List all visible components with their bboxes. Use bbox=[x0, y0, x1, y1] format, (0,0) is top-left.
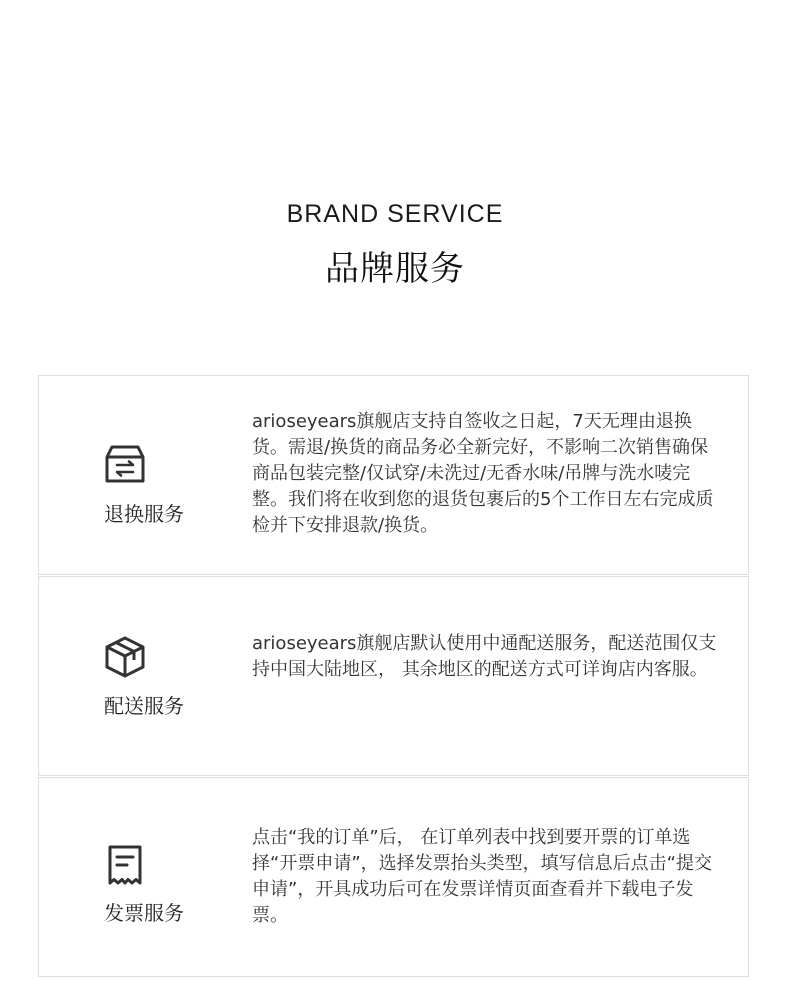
service-desc-return: arioseyears旗舰店支持自签收之日起，7天无理由退换货。需退/换货的商品务必全新完好，不影响二次销售确保商品包装完整/仅试穿/未洗过/无香水味/吊牌与洗水唛完整。我们将在收到您的退货包裹后的5个工作日左右完成质检并下安排退款/换货。 bbox=[252, 411, 714, 536]
package-cube-icon bbox=[89, 635, 161, 679]
service-card-return bbox=[38, 375, 749, 575]
service-card-delivery bbox=[38, 576, 749, 776]
section-title-cn: 品牌服务 bbox=[325, 249, 465, 289]
section-title-en: BRAND SERVICE bbox=[286, 200, 504, 228]
service-desc-delivery: arioseyears旗舰店默认使用中通配送服务，配送范围仅支持中国大陆地区， 其余地区的配送方式可详询店内客服。 bbox=[252, 633, 717, 680]
receipt-icon bbox=[89, 844, 161, 888]
service-label-return: 退换服务 bbox=[104, 502, 184, 526]
service-card-invoice bbox=[38, 777, 749, 977]
service-label-invoice: 发票服务 bbox=[104, 901, 184, 925]
service-desc-invoice: 点击“我的订单”后， 在订单列表中找到要开票的订单选择“开票申请”，选择发票抬头类型，填写信息后点击“提交申请”，开具成功后可在发票详情页面查看并下载电子发票。 bbox=[252, 827, 712, 926]
service-label-delivery: 配送服务 bbox=[104, 694, 184, 718]
return-box-icon bbox=[89, 442, 161, 486]
